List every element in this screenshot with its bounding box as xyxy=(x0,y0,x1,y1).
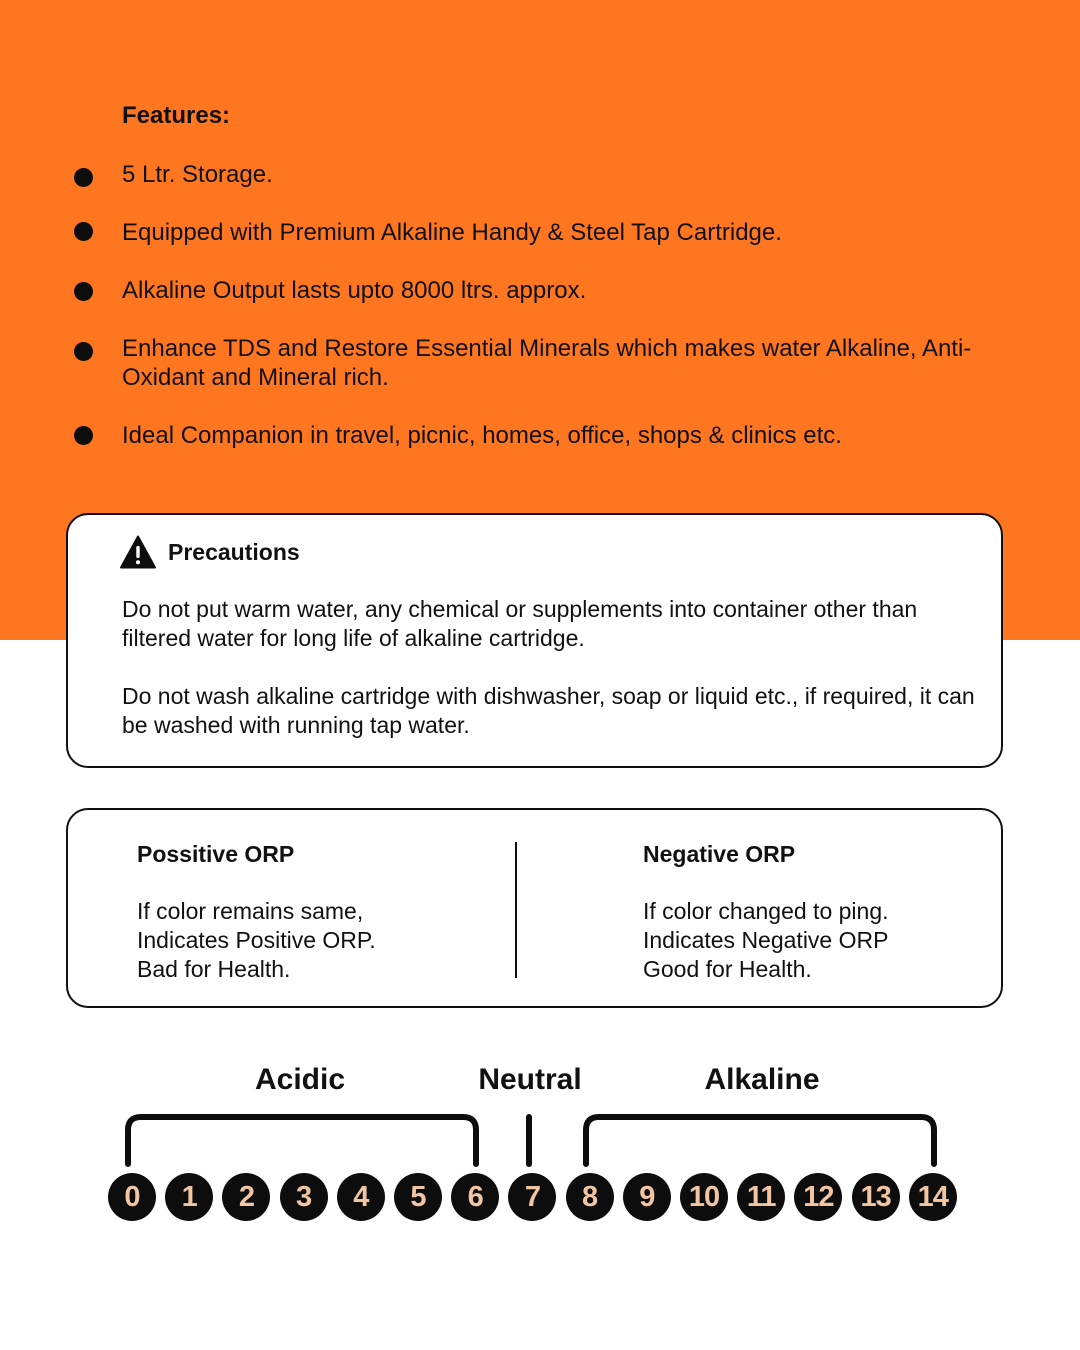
negative-orp-title: Negative ORP xyxy=(643,841,796,867)
ph-value-13: 13 xyxy=(852,1173,900,1221)
ph-value-2: 2 xyxy=(222,1173,270,1221)
feature-text: Ideal Companion in travel, picnic, homes, office, shops & clinics etc. xyxy=(122,422,842,449)
warning-icon xyxy=(120,535,156,569)
bullet-icon xyxy=(74,426,93,445)
ph-value-4: 4 xyxy=(337,1173,385,1221)
precaution-text: Do not wash alkaline cartridge with dishwasher, soap or liquid etc., if required, it can be washed with running tap water. xyxy=(122,683,975,738)
ph-value-11: 11 xyxy=(737,1173,785,1221)
ph-value-14: 14 xyxy=(909,1173,957,1221)
ph-value-1: 1 xyxy=(165,1173,213,1221)
precautions-title: Precautions xyxy=(168,539,300,565)
orp-line: Bad for Health. xyxy=(137,956,291,982)
orp-divider xyxy=(515,842,517,978)
orp-box xyxy=(66,808,1003,1008)
neutral-label: Neutral xyxy=(478,1063,582,1096)
feature-text: 5 Ltr. Storage. xyxy=(122,161,273,188)
feature-text: Alkaline Output lasts upto 8000 ltrs. approx. xyxy=(122,277,587,304)
acidic-label: Acidic xyxy=(254,1063,346,1096)
positive-orp-description xyxy=(137,897,477,984)
ph-value-7: 7 xyxy=(508,1173,556,1221)
alkaline-label: Alkaline xyxy=(704,1063,820,1096)
orp-line: If color remains same, xyxy=(137,898,364,924)
bullet-icon xyxy=(74,222,93,241)
ph-value-5: 5 xyxy=(394,1173,442,1221)
feature-text: Equipped with Premium Alkaline Handy & Steel Tap Cartridge. xyxy=(122,219,782,246)
positive-orp-column xyxy=(137,840,477,984)
features-title: Features: xyxy=(122,102,231,129)
negative-orp-column xyxy=(643,840,983,984)
ph-value-8: 8 xyxy=(566,1173,614,1221)
positive-orp-title: Possitive ORP xyxy=(137,841,295,867)
negative-orp-description xyxy=(643,897,983,984)
ph-value-10: 10 xyxy=(680,1173,728,1221)
bullet-icon xyxy=(74,168,93,187)
ph-value-12: 12 xyxy=(794,1173,842,1221)
orp-line: If color changed to ping. xyxy=(643,898,889,924)
orp-line: Indicates Positive ORP. xyxy=(137,927,376,953)
ph-value-0: 0 xyxy=(108,1173,156,1221)
orp-line: Indicates Negative ORP xyxy=(643,927,889,953)
orp-line: Good for Health. xyxy=(643,956,812,982)
ph-value-6: 6 xyxy=(451,1173,499,1221)
alkaline-bracket xyxy=(586,1117,934,1164)
precautions-box xyxy=(66,513,1003,768)
ph-value-3: 3 xyxy=(280,1173,328,1221)
acidic-bracket xyxy=(128,1117,476,1164)
bullet-icon xyxy=(74,342,93,361)
bullet-icon xyxy=(74,282,93,301)
ph-value-9: 9 xyxy=(623,1173,671,1221)
feature-text: Enhance TDS and Restore Essential Minerals which makes water Alkaline, Anti-Oxidant and Mineral rich. xyxy=(122,335,972,391)
precaution-text: Do not put warm water, any chemical or supplements into container other than filtered water for long life of alkaline cartridge. xyxy=(122,596,918,651)
